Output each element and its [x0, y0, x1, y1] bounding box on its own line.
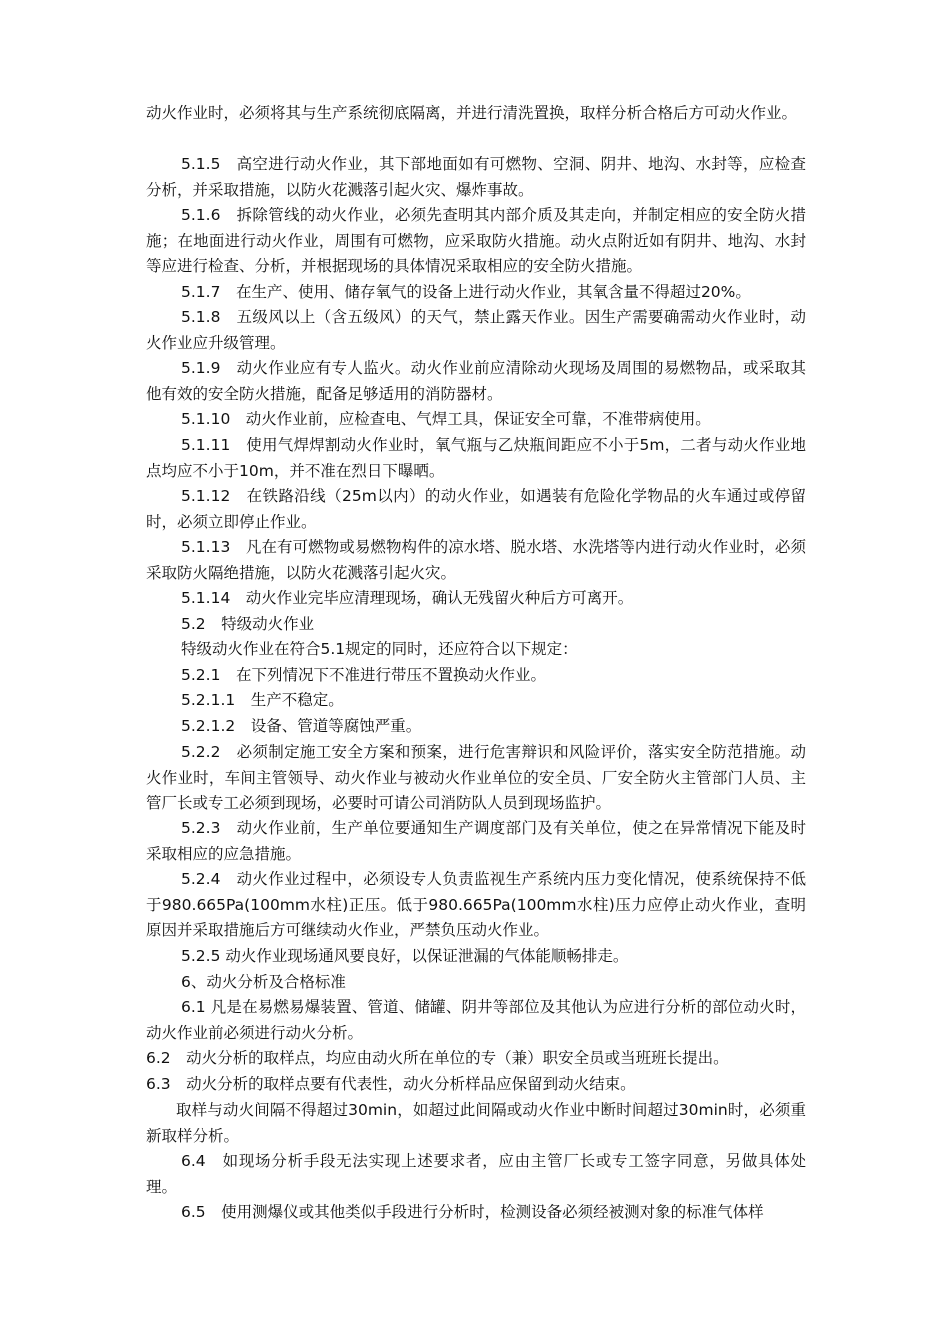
- paragraph: 5.1.7 在生产、使用、储存氧气的设备上进行动火作业，其氧含量不得超过20%。: [181, 283, 751, 301]
- paragraph: 6.3 动火分析的取样点要有代表性，动火分析样品应保留到动火结束。: [146, 1075, 636, 1093]
- paragraph: 6.5 使用测爆仪或其他类似手段进行分析时，检测设备必须经被测对象的标准气体样: [181, 1203, 764, 1221]
- paragraph: 取样与动火间隔不得超过30min，如超过此间隔或动火作业中断时间超过30min时，必须重新取样分析。: [146, 1101, 806, 1145]
- paragraph: 6.1 凡是在易燃易爆装置、管道、储罐、阴井等部位及其他认为应进行分析的部位动火时，动火作业前必须进行动火分析。: [146, 998, 806, 1042]
- section-heading: 6、动火分析及合格标准: [181, 973, 346, 991]
- paragraph: 5.2.1.2 设备、管道等腐蚀严重。: [181, 717, 422, 735]
- paragraph: 5.2.3 动火作业前，生产单位要通知生产调度部门及有关单位，使之在异常情况下能及时采取相应的应急措施。: [146, 819, 806, 863]
- paragraph: 5.1.9 动火作业应有专人监火。动火作业前应清除动火现场及周围的易燃物品，或采取其他有效的安全防火措施，配备足够适用的消防器材。: [146, 359, 806, 403]
- paragraph: 5.2.1 在下列情况下不准进行带压不置换动火作业。: [181, 666, 546, 684]
- paragraph: 5.1.13 凡在有可燃物或易燃物构件的凉水塔、脱水塔、水洗塔等内进行动火作业时，必须采取防火隔绝措施，以防火花溅落引起火灾。: [146, 538, 806, 582]
- paragraph: 5.2.2 必须制定施工安全方案和预案，进行危害辩识和风险评价，落实安全防范措施。动火作业时，车间主管领导、动火作业与被动火作业单位的安全员、厂安全防火主管部门人员、主管厂长或专工必须到现场，必要时可请公司消防队人员到现场监护。: [146, 743, 806, 813]
- paragraph: 5.1.5 高空进行动火作业，其下部地面如有可燃物、空洞、阴井、地沟、水封等，应检查分析，并采取措施，以防火花溅落引起火灾、爆炸事故。: [146, 155, 806, 199]
- paragraph: 5.2.5 动火作业现场通风要良好，以保证泄漏的气体能顺畅排走。: [181, 947, 629, 965]
- section-heading: 5.2 特级动火作业: [181, 615, 315, 633]
- paragraph: 6.2 动火分析的取样点，均应由动火所在单位的专（兼）职安全员或当班班长提出。: [146, 1049, 729, 1067]
- paragraph: 5.1.12 在铁路沿线（25m以内）的动火作业，如遇装有危险化学物品的火车通过或停留时，必须立即停止作业。: [146, 487, 806, 531]
- paragraph: 5.2.1.1 生产不稳定。: [181, 691, 344, 709]
- paragraph: 5.1.11 使用气焊焊割动火作业时，氧气瓶与乙炔瓶间距应不小于5m，二者与动火作业地点均应不小于10m，并不准在烈日下曝晒。: [146, 436, 806, 480]
- paragraph: 特级动火作业在符合5.1规定的同时，还应符合以下规定：: [181, 640, 578, 658]
- paragraph: 5.1.10 动火作业前，应检查电、气焊工具，保证安全可靠，不准带病使用。: [181, 410, 711, 428]
- paragraph: 5.1.14 动火作业完毕应清理现场，确认无残留火种后方可离开。: [181, 589, 634, 607]
- paragraph: 5.1.8 五级风以上（含五级风）的天气，禁止露天作业。因生产需要确需动火作业时，动火作业应升级管理。: [146, 308, 806, 352]
- paragraph: 6.4 如现场分析手段无法实现上述要求者，应由主管厂长或专工签字同意，另做具体处理。: [146, 1152, 806, 1196]
- paragraph: 动火作业时，必须将其与生产系统彻底隔离，并进行清洗置换，取样分析合格后方可动火作业。: [146, 104, 798, 122]
- paragraph: 5.2.4 动火作业过程中，必须设专人负责监视生产系统内压力变化情况，使系统保持不低于980.665Pa(100mm水柱)正压。低于980.665Pa(100mm水柱)压力应停止动火作业，查明原因并采取措施后方可继续动火作业，严禁负压动火作业。: [146, 870, 806, 940]
- paragraph: 5.1.6 拆除管线的动火作业，必须先查明其内部介质及其走向，并制定相应的安全防火措施；在地面进行动火作业，周围有可燃物，应采取防火措施。动火点附近如有阴井、地沟、水封等应进行检查、分析，并根据现场的具体情况采取相应的安全防火措施。: [146, 206, 806, 276]
